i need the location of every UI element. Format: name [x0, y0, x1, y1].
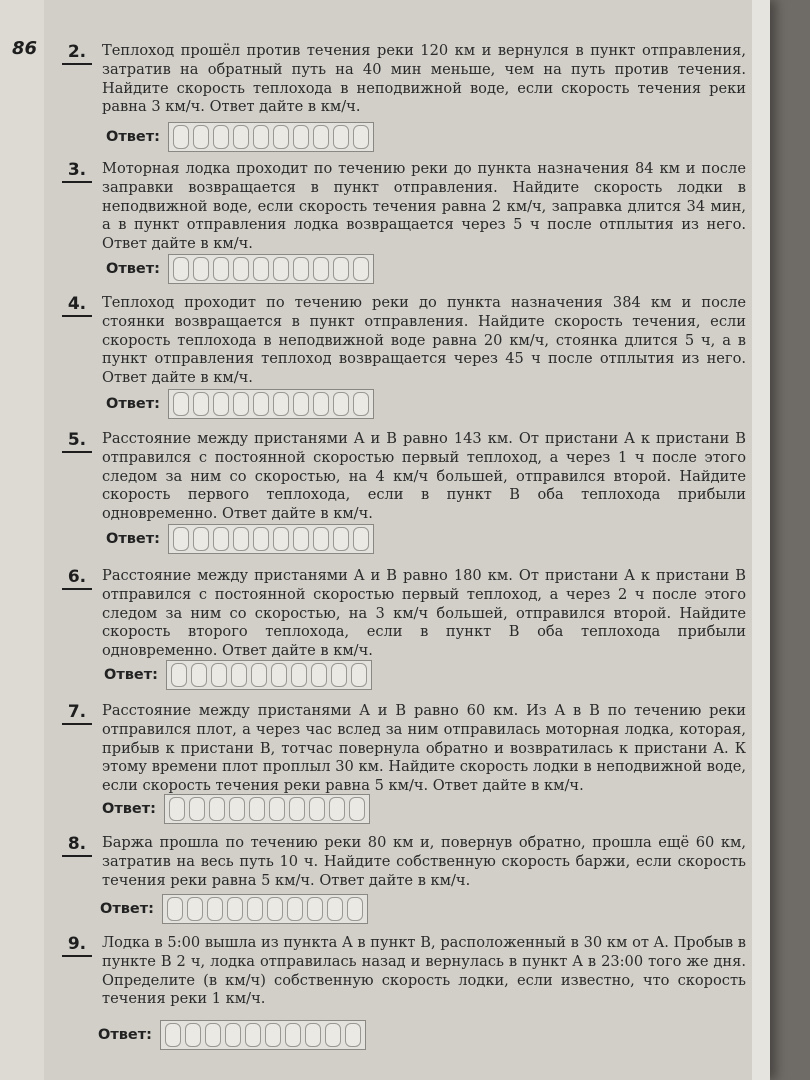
problem-number: 3.: [60, 160, 94, 180]
answer-cells[interactable]: [162, 894, 368, 924]
problem-text: Моторная лодка проходит по течению реки до пункта назначения 84 км и после заправки возвращается в пункт отправления. Найдите скорость лодки в неподвижной воде, если скорость течения равна 2 км/ч, заправка длится 34 мин, а в пункт отправления лодка возвращается через 5 ч после отплытия из него. Ответ дайте в км/ч.: [102, 160, 746, 253]
page-number: 86: [12, 38, 38, 59]
problem-number: 2.: [60, 42, 94, 62]
problem-text: Баржа прошла по течению реки 80 км и, повернув обратно, прошла ещё 60 км, затратив на весь путь 10 ч. Найдите собственную скорость баржи, если скорость течения реки равна 5 км/ч. Ответ дайте в км/ч.: [102, 834, 746, 889]
page-margin: [0, 0, 44, 1080]
problem-text: Лодка в 5:00 вышла из пункта A в пункт B, расположенный в 30 км от A. Пробыв в пункте B 2 ч, лодка отправилась назад и вернулась в пункт A в 23:00 того же дня. Определите (в км/ч) собственную скорость лодки, если известно, что скорость течения реки 1 км/ч.: [102, 934, 746, 1008]
answer-row-6: [104, 660, 372, 690]
problem-text: Расстояние между пристанями A и B равно 60 км. Из A в B по течению реки отправился плот, а через час вслед за ним отправилась моторная лодка, которая, прибыв к пристани B, тотчас повернула обратно и возвратилась к пристани A. К этому времени плот проплыл 30 км. Найдите скорость лодки в неподвижной воде, если скорость течения реки равна 5 км/ч. Ответ дайте в км/ч.: [102, 702, 746, 795]
answer-row-3: [106, 254, 374, 284]
answer-label: Ответ:: [106, 531, 160, 547]
answer-cells[interactable]: [168, 122, 374, 152]
answer-label: Ответ:: [102, 801, 156, 817]
answer-row-7: [102, 794, 370, 824]
answer-cells[interactable]: [168, 389, 374, 419]
answer-label: Ответ:: [104, 667, 158, 683]
problem-number: 5.: [60, 430, 94, 450]
answer-cells[interactable]: [168, 524, 374, 554]
answer-label: Ответ:: [106, 261, 160, 277]
answer-row-9: [98, 1020, 366, 1050]
answer-label: Ответ:: [106, 396, 160, 412]
answer-cells[interactable]: [164, 794, 370, 824]
answer-cells[interactable]: [166, 660, 372, 690]
problem-number: 6.: [60, 567, 94, 587]
problem-text: Теплоход прошёл против течения реки 120 км и вернулся в пункт отправления, затратив на обратный путь на 40 мин меньше, чем на путь против течения. Найдите скорость теплохода в неподвижной воде, если скорость течения реки равна 3 км/ч. Ответ дайте в км/ч.: [102, 42, 746, 116]
answer-row-4: [106, 389, 374, 419]
answer-cells[interactable]: [168, 254, 374, 284]
problem-text: Теплоход проходит по течению реки до пункта назначения 384 км и после стоянки возвращается в пункт отправления. Найдите скорость течения, если скорость теплохода в неподвижной воде равна 20 км/ч, стоянка длится 5 ч, а в пункт отправления теплоход возвращается через 45 ч после отплытия из него. Ответ дайте в км/ч.: [102, 294, 746, 387]
answer-label: Ответ:: [100, 901, 154, 917]
problem-number: 4.: [60, 294, 94, 314]
answer-row-8: [100, 894, 368, 924]
problem-number: 7.: [60, 702, 94, 722]
answer-row-5: [106, 524, 374, 554]
problem-text: Расстояние между пристанями A и B равно 143 км. От пристани A к пристани B отправился с постоянной скоростью первый теплоход, а через 1 ч после этого следом за ним со скоростью, на 4 км/ч большей, отправился второй. Найдите скорость первого теплохода, если в пункт B оба теплохода прибыли одновременно. Ответ дайте в км/ч.: [102, 430, 746, 523]
problem-text: Расстояние между пристанями A и B равно 180 км. От пристани A к пристани B отправился с постоянной скоростью первый теплоход, а через 2 ч после этого следом за ним со скоростью, на 3 км/ч большей, отправился второй. Найдите скорость второго теплохода, если в пункт B оба теплохода прибыли одновременно. Ответ дайте в км/ч.: [102, 567, 746, 660]
problem-number: 9.: [60, 934, 94, 954]
problem-number: 8.: [60, 834, 94, 854]
answer-cells[interactable]: [160, 1020, 366, 1050]
answer-label: Ответ:: [106, 129, 160, 145]
answer-label: Ответ:: [98, 1027, 152, 1043]
answer-row-2: [106, 122, 374, 152]
